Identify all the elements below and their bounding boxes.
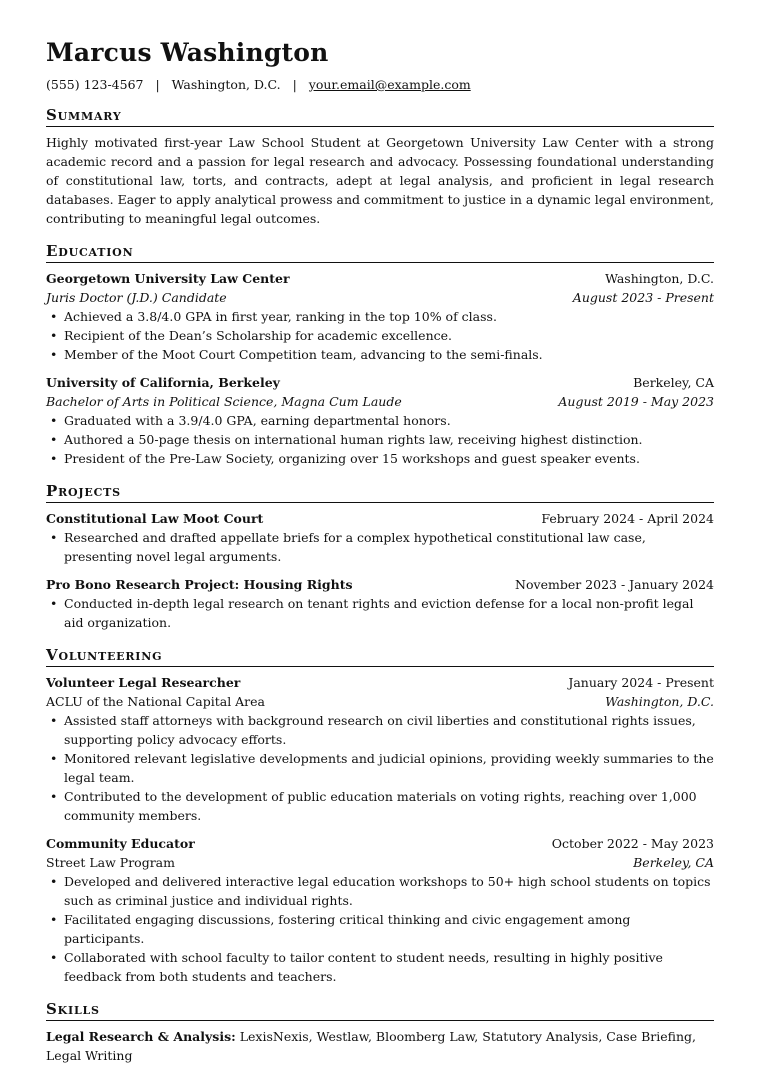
list-item: • Recipient of the Dean’s Scholarship for academic excellence. <box>50 328 453 343</box>
bullet-icon: • <box>50 328 58 343</box>
bullet-list <box>46 307 714 364</box>
summary-text: Highly motivated first-year Law School Student at Georgetown University Law Center with a strong academic record and a passion for legal research and advocacy. Possessing foundational understanding of constitutional law, torts, and contracts, adept at legal analysis, and proficient in legal research databases. Eager to apply analytical prowess and commitment to justice in a dynamic legal environment, contributing to meaningful legal outcomes. <box>46 135 714 226</box>
list-item: • Graduated with a 3.9/4.0 GPA, earning departmental honors. <box>50 413 451 428</box>
education-entry <box>46 269 714 364</box>
bullet-list <box>46 411 714 468</box>
email-link[interactable]: your.email@example.com <box>308 77 471 92</box>
bullet-icon: • <box>50 309 58 324</box>
school-location: Berkeley, CA <box>633 375 714 390</box>
candidate-name: Marcus Washington <box>46 38 329 67</box>
list-item: • Researched and drafted appellate briefs for a complex hypothetical constitutional law case, presenting novel legal arguments. <box>50 530 646 564</box>
bullet-list <box>46 872 714 986</box>
list-item: • Member of the Moot Court Competition team, advancing to the semi-finals. <box>50 347 543 362</box>
school-name: University of California, Berkeley <box>46 375 280 390</box>
organization: Street Law Program <box>46 855 175 870</box>
school-location: Washington, D.C. <box>605 271 714 286</box>
dates: November 2023 - January 2024 <box>515 577 714 592</box>
project-entry <box>46 509 714 566</box>
dates: January 2024 - Present <box>568 675 714 690</box>
list-item: • Collaborated with school faculty to tailor content to student needs, resulting in highly positive feedback from both students and teachers. <box>50 950 663 984</box>
section-title-projects: Projects <box>46 482 714 503</box>
bullet-icon: • <box>50 751 58 766</box>
bullet-icon: • <box>50 451 58 466</box>
list-item: • Contributed to the development of public education materials on voting rights, reaching over 1,000 community members. <box>50 789 697 823</box>
contact-separator: | <box>292 77 297 92</box>
project-name: Constitutional Law Moot Court <box>46 511 264 526</box>
degree: Juris Doctor (J.D.) Candidate <box>46 290 227 305</box>
list-item: • Facilitated engaging discussions, fostering critical thinking and civic engagement among participants. <box>50 912 631 946</box>
degree: Bachelor of Arts in Political Science, Magna Cum Laude <box>46 394 402 409</box>
dates: August 2019 - May 2023 <box>558 394 714 409</box>
bullet-icon: • <box>50 432 58 447</box>
skills-line <box>46 1027 714 1065</box>
list-item: • Conducted in-depth legal research on tenant rights and eviction defense for a local non-profit legal aid organization. <box>50 596 694 630</box>
section-title-volunteering: Volunteering <box>46 646 714 667</box>
project-entry <box>46 575 714 632</box>
contact-separator: | <box>155 77 160 92</box>
dates: August 2023 - Present <box>572 290 714 305</box>
dates: October 2022 - May 2023 <box>551 836 714 851</box>
list-item: • Authored a 50-page thesis on international human rights law, receiving highest distinction. <box>50 432 643 447</box>
section-title-education: Education <box>46 242 714 263</box>
skill-list: LexisNexis, Westlaw, Bloomberg Law, Statutory Analysis, Case Briefing, Legal Writing <box>46 1029 697 1063</box>
organization: ACLU of the National Capital Area <box>46 694 266 709</box>
list-item: • Developed and delivered interactive legal education workshops to 50+ high school students on topics such as criminal justice and individual rights. <box>50 874 711 908</box>
bullet-icon: • <box>50 789 58 804</box>
bullet-icon: • <box>50 530 58 545</box>
dates: February 2024 - April 2024 <box>541 511 714 526</box>
phone: (555) 123-4567 <box>46 77 144 92</box>
bullet-icon: • <box>50 912 58 927</box>
list-item: • Monitored relevant legislative developments and judicial opinions, providing weekly summaries to the legal team. <box>50 751 714 785</box>
bullet-icon: • <box>50 874 58 889</box>
volunteer-entry <box>46 834 714 986</box>
section-title-summary: Summary <box>46 106 714 127</box>
school-name: Georgetown University Law Center <box>46 271 290 286</box>
education-entry <box>46 373 714 468</box>
role-title: Community Educator <box>46 836 195 851</box>
section-title-skills: Skills <box>46 1000 714 1021</box>
list-item: • President of the Pre-Law Society, organizing over 15 workshops and guest speaker events. <box>50 451 640 466</box>
bullet-icon: • <box>50 950 58 965</box>
org-location: Washington, D.C. <box>605 694 714 709</box>
org-location: Berkeley, CA <box>633 855 714 870</box>
list-item: • Achieved a 3.8/4.0 GPA in first year, ranking in the top 10% of class. <box>50 309 497 324</box>
role-title: Volunteer Legal Researcher <box>46 675 241 690</box>
contact-line <box>46 76 714 94</box>
bullet-icon: • <box>50 347 58 362</box>
volunteer-entry <box>46 673 714 825</box>
bullet-icon: • <box>50 713 58 728</box>
location: Washington, D.C. <box>171 77 281 92</box>
bullet-list <box>46 711 714 825</box>
skill-category: Legal Research & Analysis: <box>46 1029 236 1044</box>
bullet-icon: • <box>50 413 58 428</box>
project-name: Pro Bono Research Project: Housing Rights <box>46 577 353 592</box>
list-item: • Assisted staff attorneys with background research on civil liberties and constitutional rights issues, supporting policy advocacy efforts. <box>50 713 696 747</box>
bullet-list <box>46 528 714 566</box>
bullet-list <box>46 594 714 632</box>
bullet-icon: • <box>50 596 58 611</box>
